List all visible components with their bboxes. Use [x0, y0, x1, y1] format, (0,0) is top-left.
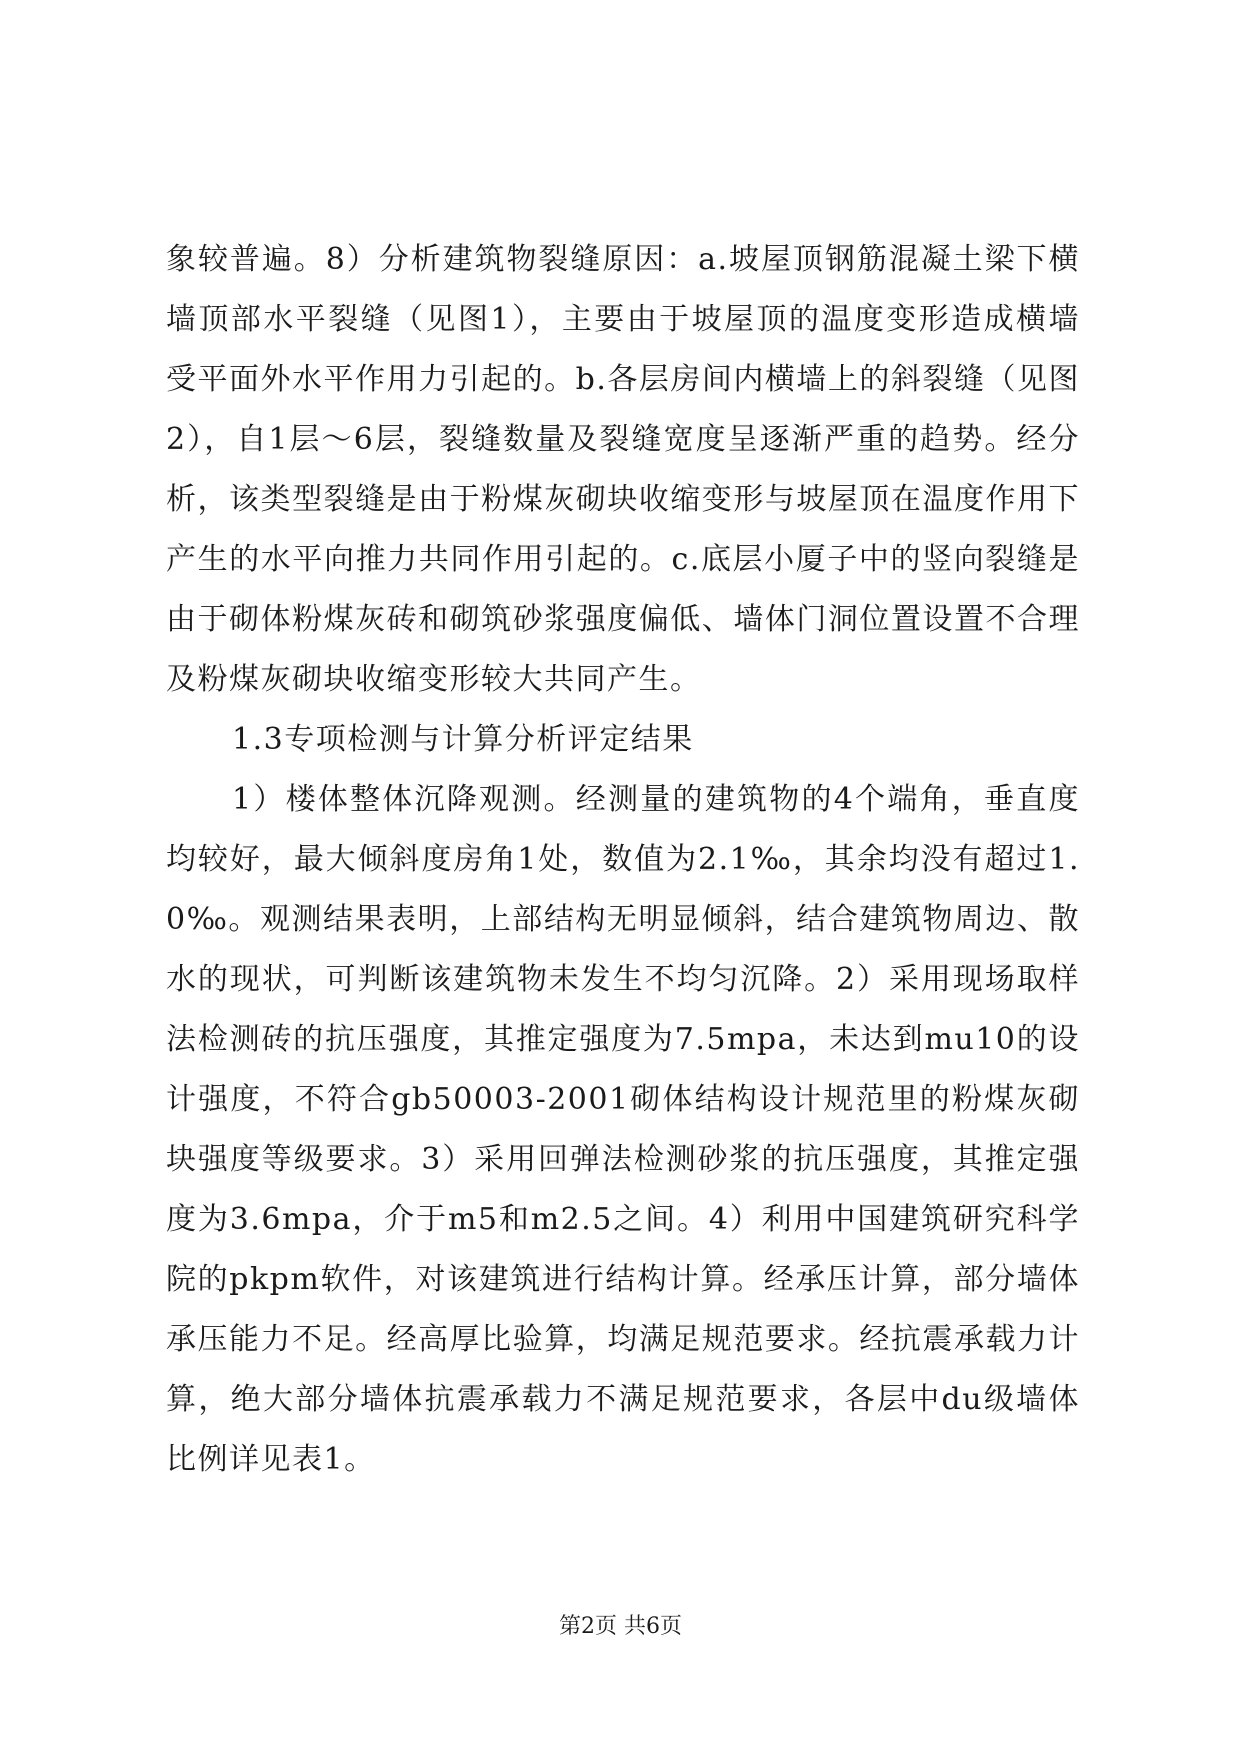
- section-heading-1-3: 1.3专项检测与计算分析评定结果: [232, 722, 694, 757]
- page-footer: 第2页 共6页: [559, 1614, 682, 1639]
- body-text: [166, 230, 1080, 1490]
- paragraph-crack-analysis: 象较普遍。8）分析建筑物裂缝原因：a.坡屋顶钢筋混凝土梁下横墙顶部水平裂缝（见图1），主要由于坡屋顶的温度变形造成横墙受平面外水平作用力引起的。b.各层房间内横墙上的斜裂缝（见图2），自1层～6层，裂缝数量及裂缝宽度呈逐渐严重的趋势。经分析，该类型裂缝是由于粉煤灰砌块收缩变形与坡屋顶在温度作用下产生的水平向推力共同作用引起的。c.底层小厦子中的竖向裂缝是由于砌体粉煤灰砖和砌筑砂浆强度偏低、墙体门洞位置设置不合理及粉煤灰砌块收缩变形较大共同产生。: [166, 242, 1080, 697]
- paragraph-inspection-results: 1）楼体整体沉降观测。经测量的建筑物的4个端角，垂直度均较好，最大倾斜度房角1处，数值为2.1‰，其余均没有超过1.0‰。观测结果表明，上部结构无明显倾斜，结合建筑物周边、散水的现状，可判断该建筑物未发生不均匀沉降。2）采用现场取样法检测砖的抗压强度，其推定强度为7.5mpa，未达到mu10的设计强度，不符合gb50003-2001砌体结构设计规范里的粉煤灰砌块强度等级要求。3）采用回弹法检测砂浆的抗压强度，其推定强度为3.6mpa，介于m5和m2.5之间。4）利用中国建筑研究科学院的pkpm软件，对该建筑进行结构计算。经承压计算，部分墙体承压能力不足。经高厚比验算，均满足规范要求。经抗震承载力计算，绝大部分墙体抗震承载力不满足规范要求，各层中du级墙体比例详见表1。: [166, 782, 1080, 1477]
